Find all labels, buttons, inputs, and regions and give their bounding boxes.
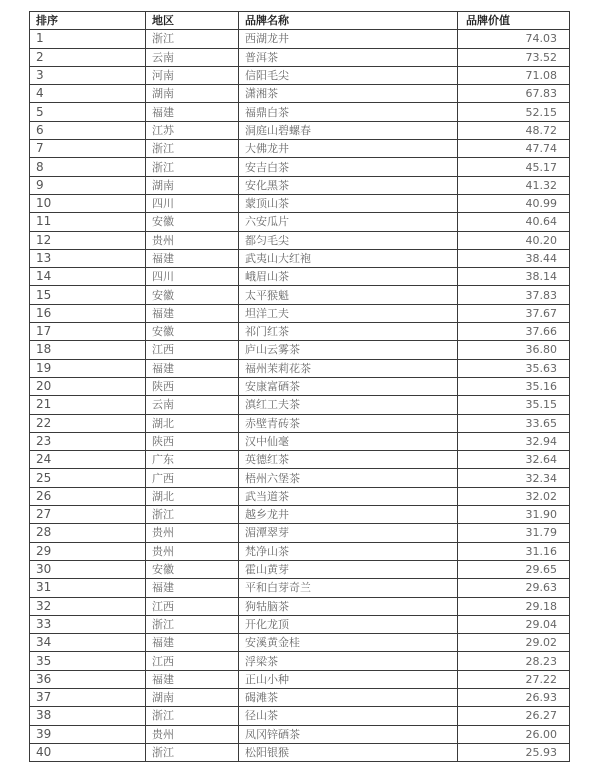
cell-brand-value: 47.74 <box>458 140 570 158</box>
cell-brand-name: 凤冈锌硒茶 <box>239 725 458 743</box>
cell-region: 浙江 <box>146 707 239 725</box>
cell-rank: 13 <box>30 249 146 267</box>
cell-region: 江苏 <box>146 121 239 139</box>
cell-brand-name: 武当道茶 <box>239 487 458 505</box>
table-row <box>30 560 570 578</box>
table-row <box>30 66 570 84</box>
cell-brand-value: 29.04 <box>458 615 570 633</box>
cell-rank: 3 <box>30 66 146 84</box>
cell-brand-name: 峨眉山茶 <box>239 268 458 286</box>
cell-region: 陕西 <box>146 432 239 450</box>
table-row <box>30 249 570 267</box>
cell-region: 浙江 <box>146 158 239 176</box>
cell-brand-name: 开化龙顶 <box>239 615 458 633</box>
cell-region: 广东 <box>146 451 239 469</box>
cell-brand-value: 32.34 <box>458 469 570 487</box>
cell-brand-value: 28.23 <box>458 652 570 670</box>
cell-rank: 12 <box>30 231 146 249</box>
cell-brand-value: 26.00 <box>458 725 570 743</box>
cell-rank: 2 <box>30 48 146 66</box>
cell-region: 江西 <box>146 597 239 615</box>
table-row <box>30 48 570 66</box>
cell-rank: 28 <box>30 524 146 542</box>
cell-region: 安徽 <box>146 560 239 578</box>
cell-rank: 5 <box>30 103 146 121</box>
cell-rank: 30 <box>30 560 146 578</box>
cell-rank: 17 <box>30 323 146 341</box>
cell-brand-value: 40.99 <box>458 194 570 212</box>
cell-brand-name: 狗牯脑茶 <box>239 597 458 615</box>
cell-brand-name: 大佛龙井 <box>239 140 458 158</box>
cell-brand-name: 坦洋工夫 <box>239 304 458 322</box>
table-row <box>30 451 570 469</box>
table-body <box>30 30 570 762</box>
cell-brand-value: 29.02 <box>458 634 570 652</box>
table-row <box>30 725 570 743</box>
cell-brand-value: 29.65 <box>458 560 570 578</box>
table-row <box>30 597 570 615</box>
table-row <box>30 414 570 432</box>
cell-brand-value: 48.72 <box>458 121 570 139</box>
cell-region: 贵州 <box>146 725 239 743</box>
cell-rank: 39 <box>30 725 146 743</box>
table-row <box>30 231 570 249</box>
cell-brand-value: 74.03 <box>458 30 570 48</box>
cell-brand-value: 38.44 <box>458 249 570 267</box>
cell-region: 安徽 <box>146 323 239 341</box>
table-row <box>30 615 570 633</box>
cell-region: 江西 <box>146 341 239 359</box>
table-row <box>30 743 570 761</box>
cell-region: 陕西 <box>146 377 239 395</box>
cell-brand-value: 31.90 <box>458 506 570 524</box>
cell-region: 浙江 <box>146 506 239 524</box>
cell-brand-value: 33.65 <box>458 414 570 432</box>
cell-region: 湖南 <box>146 176 239 194</box>
cell-brand-name: 太平猴魁 <box>239 286 458 304</box>
cell-brand-value: 37.67 <box>458 304 570 322</box>
cell-region: 安徽 <box>146 213 239 231</box>
cell-brand-name: 安吉白茶 <box>239 158 458 176</box>
cell-brand-value: 26.93 <box>458 688 570 706</box>
cell-region: 安徽 <box>146 286 239 304</box>
cell-brand-value: 32.64 <box>458 451 570 469</box>
cell-rank: 35 <box>30 652 146 670</box>
table-row <box>30 121 570 139</box>
cell-brand-name: 信阳毛尖 <box>239 66 458 84</box>
table-row <box>30 286 570 304</box>
cell-rank: 6 <box>30 121 146 139</box>
cell-brand-name: 六安瓜片 <box>239 213 458 231</box>
table-row <box>30 323 570 341</box>
cell-rank: 20 <box>30 377 146 395</box>
table-row <box>30 103 570 121</box>
cell-rank: 31 <box>30 579 146 597</box>
cell-brand-value: 27.22 <box>458 670 570 688</box>
cell-region: 河南 <box>146 66 239 84</box>
cell-brand-value: 29.18 <box>458 597 570 615</box>
table-row <box>30 432 570 450</box>
table-row <box>30 487 570 505</box>
cell-region: 四川 <box>146 194 239 212</box>
cell-brand-name: 碣滩茶 <box>239 688 458 706</box>
cell-brand-value: 40.20 <box>458 231 570 249</box>
cell-rank: 33 <box>30 615 146 633</box>
cell-brand-name: 越乡龙井 <box>239 506 458 524</box>
cell-rank: 34 <box>30 634 146 652</box>
cell-brand-value: 32.02 <box>458 487 570 505</box>
tea-brand-value-table <box>29 11 570 762</box>
cell-region: 湖北 <box>146 487 239 505</box>
cell-brand-name: 径山茶 <box>239 707 458 725</box>
cell-brand-value: 25.93 <box>458 743 570 761</box>
table-row <box>30 506 570 524</box>
table-row <box>30 359 570 377</box>
header-region: 地区 <box>146 12 239 30</box>
cell-region: 湖南 <box>146 85 239 103</box>
cell-region: 四川 <box>146 268 239 286</box>
cell-region: 浙江 <box>146 140 239 158</box>
cell-brand-name: 普洱茶 <box>239 48 458 66</box>
table-row <box>30 304 570 322</box>
cell-region: 浙江 <box>146 30 239 48</box>
cell-region: 福建 <box>146 103 239 121</box>
cell-region: 贵州 <box>146 231 239 249</box>
cell-brand-name: 湄潭翠芽 <box>239 524 458 542</box>
cell-brand-value: 40.64 <box>458 213 570 231</box>
cell-brand-value: 38.14 <box>458 268 570 286</box>
cell-brand-name: 赤壁青砖茶 <box>239 414 458 432</box>
cell-rank: 40 <box>30 743 146 761</box>
cell-brand-name: 安溪黄金桂 <box>239 634 458 652</box>
cell-rank: 32 <box>30 597 146 615</box>
cell-brand-value: 71.08 <box>458 66 570 84</box>
table-row <box>30 268 570 286</box>
table-row <box>30 670 570 688</box>
cell-rank: 11 <box>30 213 146 231</box>
cell-rank: 25 <box>30 469 146 487</box>
cell-brand-name: 庐山云雾茶 <box>239 341 458 359</box>
cell-brand-name: 都匀毛尖 <box>239 231 458 249</box>
header-value: 品牌价值 <box>458 12 570 30</box>
cell-rank: 7 <box>30 140 146 158</box>
cell-brand-name: 松阳银猴 <box>239 743 458 761</box>
cell-rank: 19 <box>30 359 146 377</box>
cell-brand-name: 汉中仙毫 <box>239 432 458 450</box>
cell-brand-value: 32.94 <box>458 432 570 450</box>
cell-rank: 24 <box>30 451 146 469</box>
cell-brand-value: 73.52 <box>458 48 570 66</box>
table-row <box>30 542 570 560</box>
cell-brand-name: 浮梁茶 <box>239 652 458 670</box>
cell-rank: 23 <box>30 432 146 450</box>
table-row <box>30 634 570 652</box>
cell-brand-value: 45.17 <box>458 158 570 176</box>
cell-brand-name: 平和白芽奇兰 <box>239 579 458 597</box>
cell-region: 湖南 <box>146 688 239 706</box>
cell-brand-name: 滇红工夫茶 <box>239 396 458 414</box>
cell-region: 江西 <box>146 652 239 670</box>
cell-brand-name: 洞庭山碧螺春 <box>239 121 458 139</box>
table-row <box>30 524 570 542</box>
cell-region: 福建 <box>146 634 239 652</box>
cell-rank: 16 <box>30 304 146 322</box>
cell-rank: 38 <box>30 707 146 725</box>
cell-brand-name: 安康富硒茶 <box>239 377 458 395</box>
table-row <box>30 707 570 725</box>
cell-brand-value: 29.63 <box>458 579 570 597</box>
cell-region: 福建 <box>146 359 239 377</box>
table-row <box>30 579 570 597</box>
table-row <box>30 341 570 359</box>
cell-rank: 21 <box>30 396 146 414</box>
cell-rank: 26 <box>30 487 146 505</box>
cell-rank: 1 <box>30 30 146 48</box>
cell-rank: 10 <box>30 194 146 212</box>
cell-brand-name: 福鼎白茶 <box>239 103 458 121</box>
table-row <box>30 213 570 231</box>
table-row <box>30 652 570 670</box>
cell-region: 浙江 <box>146 615 239 633</box>
cell-brand-name: 潇湘茶 <box>239 85 458 103</box>
cell-brand-name: 正山小种 <box>239 670 458 688</box>
header-brand: 品牌名称 <box>239 12 458 30</box>
cell-rank: 9 <box>30 176 146 194</box>
table-row <box>30 688 570 706</box>
table-row <box>30 30 570 48</box>
table-row <box>30 85 570 103</box>
cell-region: 浙江 <box>146 743 239 761</box>
cell-region: 广西 <box>146 469 239 487</box>
cell-brand-name: 祁门红茶 <box>239 323 458 341</box>
tea-brand-value-table-container <box>29 11 569 762</box>
cell-brand-name: 西湖龙井 <box>239 30 458 48</box>
cell-brand-name: 英德红茶 <box>239 451 458 469</box>
table-row <box>30 158 570 176</box>
cell-brand-name: 霍山黄芽 <box>239 560 458 578</box>
cell-region: 福建 <box>146 249 239 267</box>
cell-rank: 36 <box>30 670 146 688</box>
cell-region: 福建 <box>146 670 239 688</box>
table-row <box>30 377 570 395</box>
cell-rank: 18 <box>30 341 146 359</box>
cell-brand-value: 36.80 <box>458 341 570 359</box>
cell-brand-value: 41.32 <box>458 176 570 194</box>
cell-region: 福建 <box>146 579 239 597</box>
table-row <box>30 176 570 194</box>
table-row <box>30 469 570 487</box>
cell-region: 云南 <box>146 48 239 66</box>
cell-rank: 14 <box>30 268 146 286</box>
header-rank: 排序 <box>30 12 146 30</box>
cell-brand-value: 31.79 <box>458 524 570 542</box>
cell-region: 云南 <box>146 396 239 414</box>
table-row <box>30 194 570 212</box>
cell-rank: 29 <box>30 542 146 560</box>
cell-region: 福建 <box>146 304 239 322</box>
cell-brand-value: 35.15 <box>458 396 570 414</box>
cell-brand-value: 31.16 <box>458 542 570 560</box>
cell-region: 湖北 <box>146 414 239 432</box>
cell-brand-value: 52.15 <box>458 103 570 121</box>
table-header-row <box>30 12 570 30</box>
cell-rank: 37 <box>30 688 146 706</box>
cell-brand-value: 67.83 <box>458 85 570 103</box>
cell-rank: 27 <box>30 506 146 524</box>
cell-rank: 22 <box>30 414 146 432</box>
cell-brand-name: 武夷山大红袍 <box>239 249 458 267</box>
cell-brand-name: 安化黑茶 <box>239 176 458 194</box>
cell-brand-name: 梵净山茶 <box>239 542 458 560</box>
cell-brand-value: 26.27 <box>458 707 570 725</box>
table-row <box>30 396 570 414</box>
cell-brand-value: 37.83 <box>458 286 570 304</box>
cell-region: 贵州 <box>146 542 239 560</box>
cell-rank: 8 <box>30 158 146 176</box>
table-row <box>30 140 570 158</box>
cell-brand-value: 35.63 <box>458 359 570 377</box>
cell-brand-name: 梧州六堡茶 <box>239 469 458 487</box>
cell-brand-value: 35.16 <box>458 377 570 395</box>
cell-rank: 15 <box>30 286 146 304</box>
cell-region: 贵州 <box>146 524 239 542</box>
cell-brand-name: 福州茉莉花茶 <box>239 359 458 377</box>
cell-rank: 4 <box>30 85 146 103</box>
cell-brand-value: 37.66 <box>458 323 570 341</box>
cell-brand-name: 蒙顶山茶 <box>239 194 458 212</box>
